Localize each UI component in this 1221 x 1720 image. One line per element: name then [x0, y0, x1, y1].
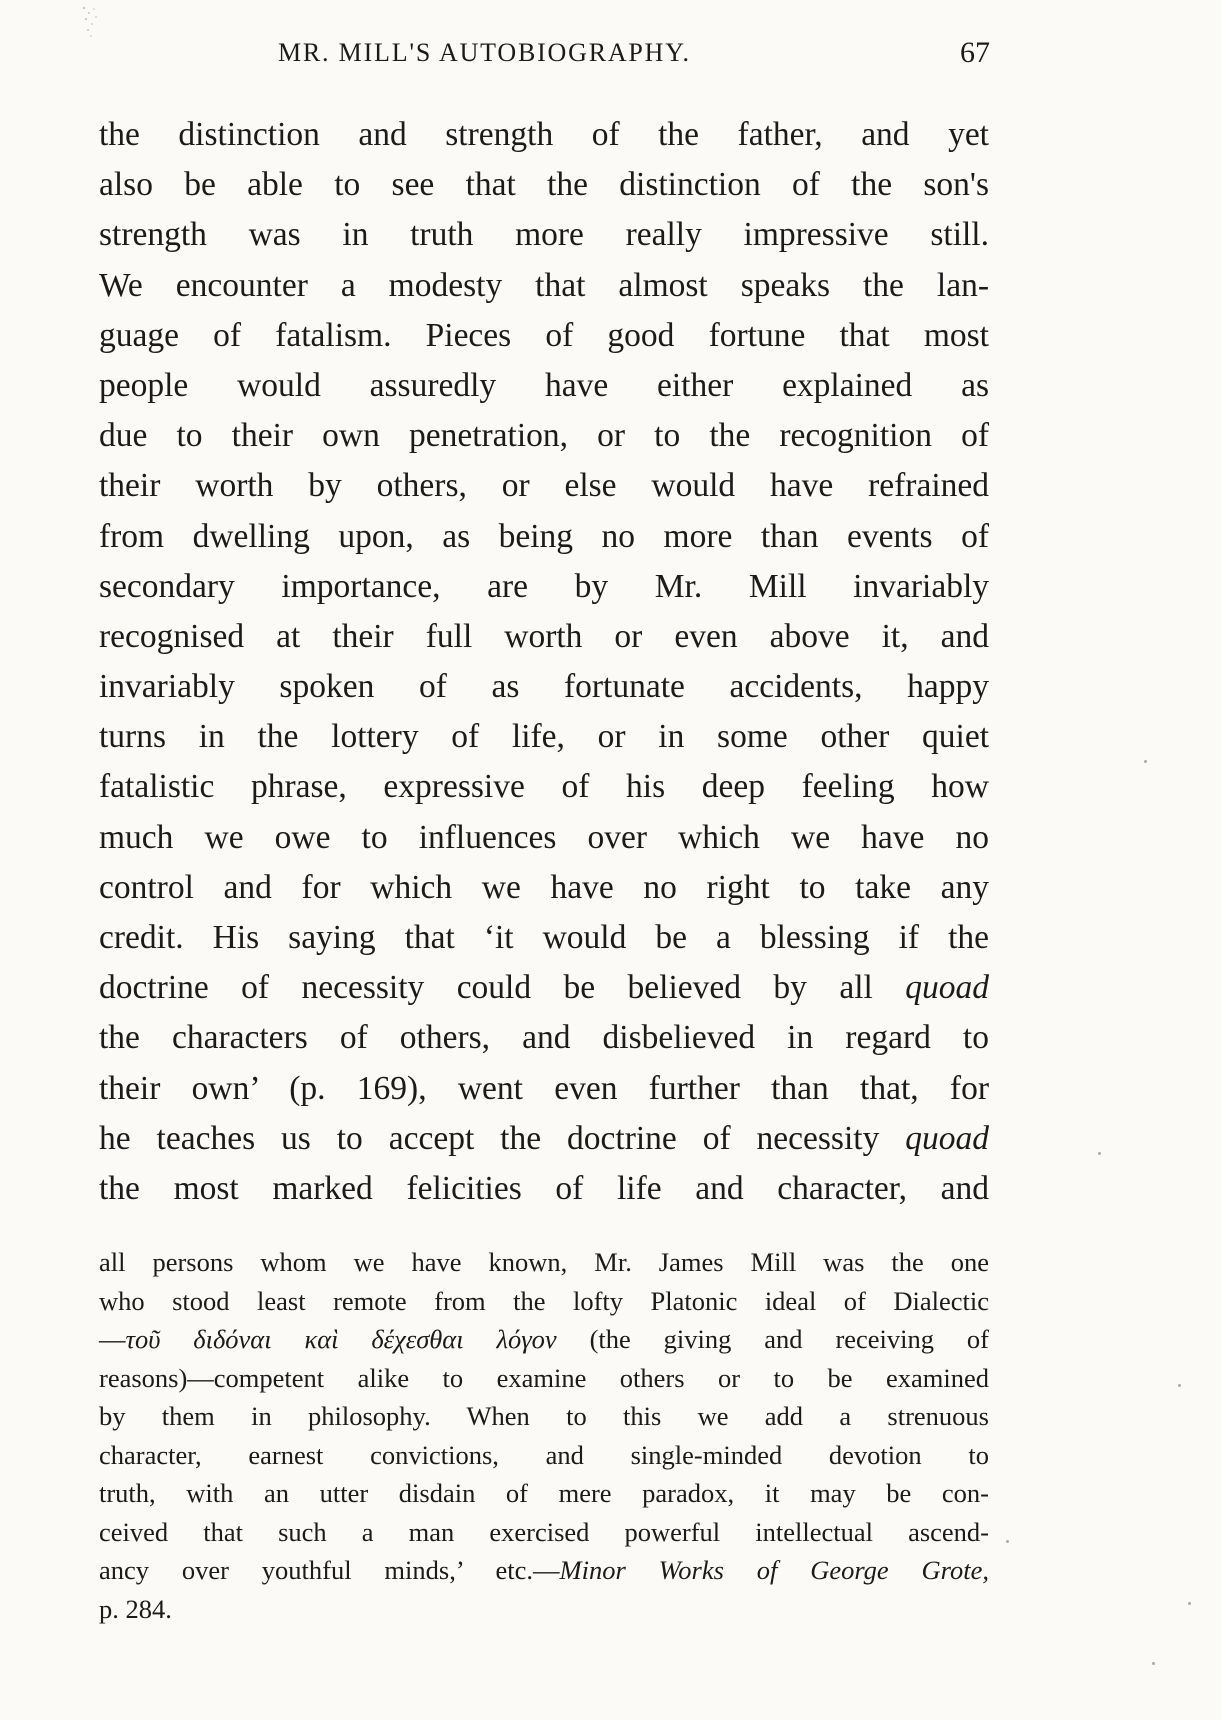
body-line: secondary importance, are by Mr. Mill invariably [99, 567, 989, 605]
body-line: much we owe to influences over which we have no [99, 818, 989, 856]
body-line: their own’ (p. 169), went even further than that, for [99, 1069, 989, 1107]
body-line-italic: quoad [905, 969, 989, 1007]
footnote-line: p. 284. [99, 1593, 172, 1624]
footnote-line: who stood least remote from the lofty Platonic ideal of Dialectic [99, 1285, 989, 1316]
body-line: their worth by others, or else would have refrained [99, 467, 989, 505]
footnote-line [99, 1320, 989, 1359]
paper-speck [1006, 1540, 1009, 1543]
body-line: control and for which we have no right to take any [99, 868, 989, 906]
footnote [99, 1243, 989, 1628]
footnote-line: all persons whom we have known, Mr. James Mill was the one [99, 1247, 989, 1277]
running-title: MR. MILL'S AUTOBIOGRAPHY. [278, 38, 691, 67]
footnote-line-text: — [99, 1324, 126, 1354]
page-smudge [66, 0, 126, 52]
body-line-text: doctrine of necessity could be believed by all [99, 969, 906, 1007]
footnote-line [99, 1551, 989, 1590]
body-line-italic: quoad [905, 1119, 989, 1157]
body-line: credit. His saying that ‘it would be a blessing if the [99, 919, 989, 956]
footnote-line-italic: τοῦ διδόναι καὶ δέχεσθαι λόγον [125, 1324, 557, 1354]
body-line: also be able to see that the distinction of the son's [99, 166, 989, 204]
body-line: We encounter a modesty that almost speaks the lan- [99, 266, 989, 304]
body-line: the distinction and strength of the father, and yet [99, 116, 989, 153]
body-line: from dwelling upon, as being no more than events of [99, 517, 989, 555]
footnote-line-italic: Minor Works of George Grote, [559, 1555, 989, 1585]
footnote-line: ceived that such a man exercised powerful intellectual ascend- [99, 1516, 989, 1547]
body-line: turns in the lottery of life, or in some other quiet [99, 718, 989, 756]
body-line: invariably spoken of as fortunate accidents, happy [99, 668, 989, 706]
paper-speck [1144, 760, 1147, 763]
paper-speck [1178, 1384, 1181, 1387]
body-line: due to their own penetration, or to the recognition of [99, 417, 989, 455]
body-line: the characters of others, and disbelieved in regard to [99, 1019, 989, 1057]
body-line [99, 1114, 989, 1164]
footnote-line-text: (the giving and receiving of [556, 1324, 989, 1354]
body-line: the most marked felicities of life and character, and [99, 1169, 989, 1207]
footnote-line: character, earnest convictions, and single-minded devotion to [99, 1439, 989, 1470]
paper-speck [1098, 1152, 1101, 1155]
body-line: guage of fatalism. Pieces of good fortune that most [99, 316, 989, 354]
body-line: people would assuredly have either explained as [99, 366, 989, 404]
body-line [99, 963, 989, 1013]
body-line-text: he teaches us to accept the doctrine of necessity [99, 1119, 906, 1157]
running-header [278, 38, 990, 78]
page-number: 67 [960, 36, 990, 69]
paper-speck [1152, 1662, 1155, 1665]
footnote-line: reasons)—competent alike to examine others or to be examined [99, 1362, 989, 1393]
footnote-line: truth, with an utter disdain of mere paradox, it may be con- [99, 1478, 989, 1508]
paper-speck [1188, 1602, 1191, 1605]
body-line: recognised at their full worth or even above it, and [99, 617, 989, 655]
body-text [99, 110, 989, 1214]
body-line: strength was in truth more really impressive still. [99, 216, 989, 254]
footnote-line-text: ancy over youthful minds,’ etc.— [99, 1555, 560, 1585]
footnote-line: by them in philosophy. When to this we add a strenuous [99, 1401, 989, 1431]
body-line: fatalistic phrase, expressive of his deep feeling how [99, 768, 989, 806]
